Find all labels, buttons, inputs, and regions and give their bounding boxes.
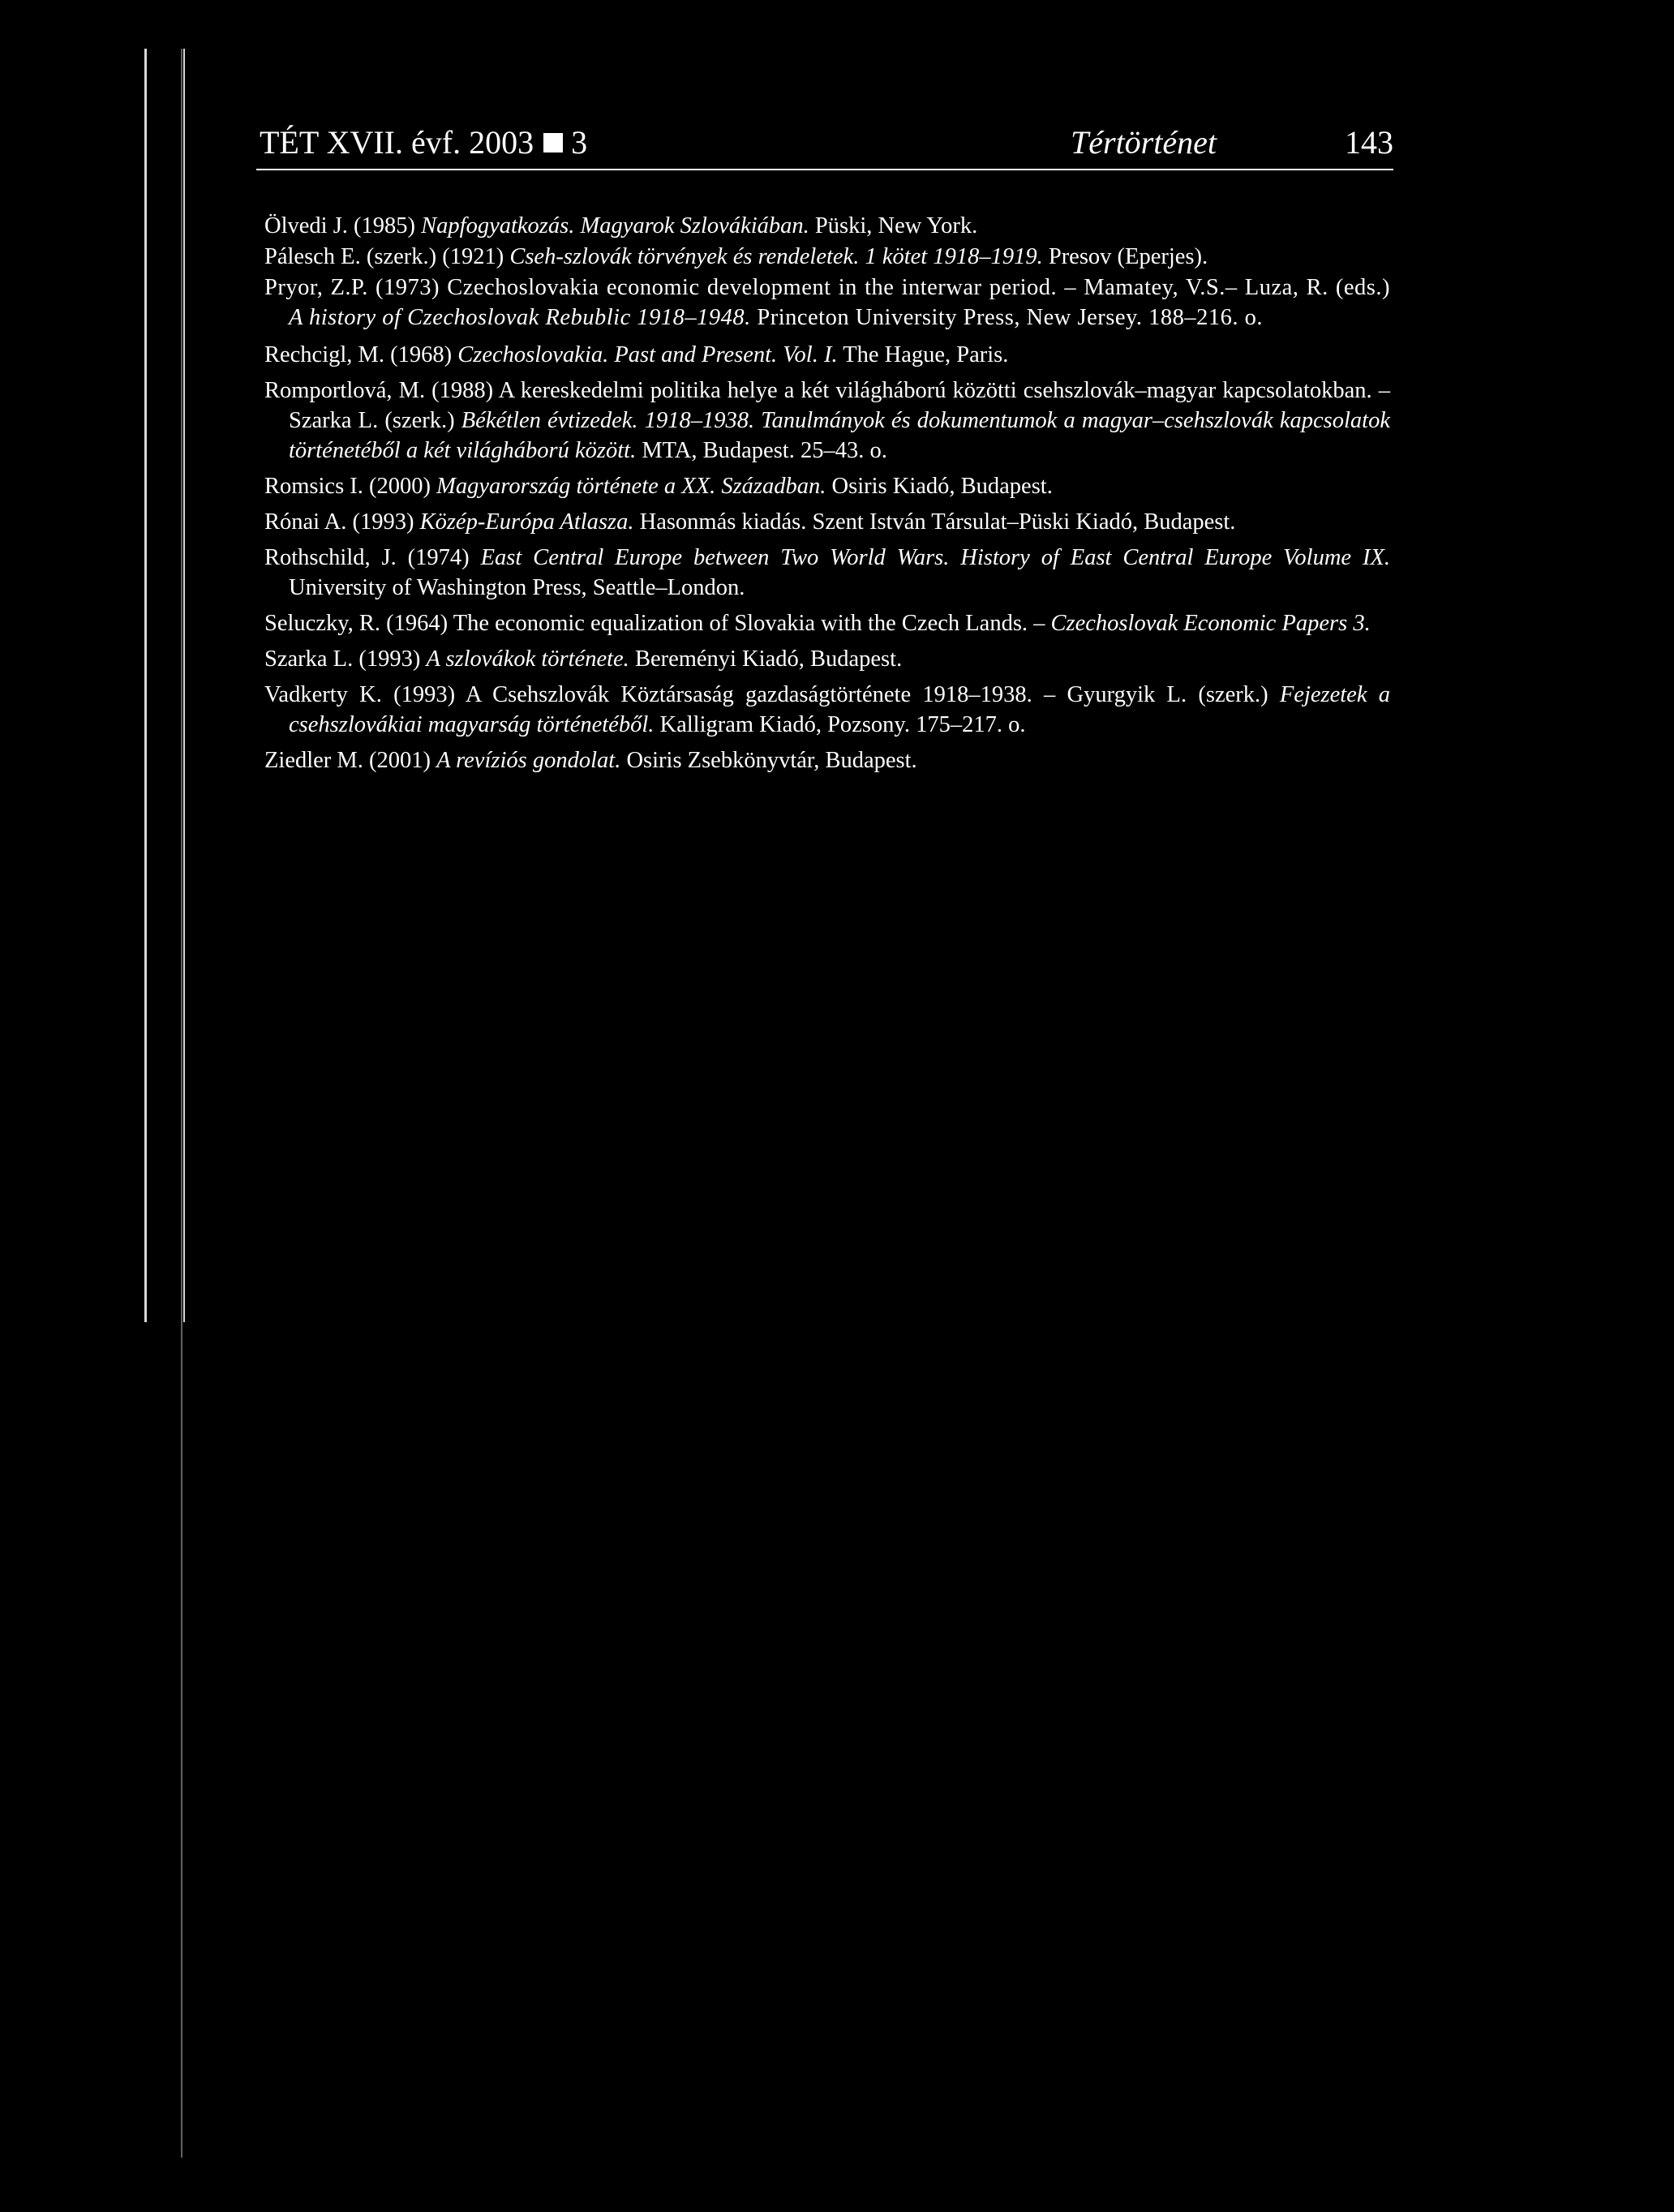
reference-entry: Pryor, Z.P. (1973) Czechoslovakia economic development in the interwar period. – Mamatey, V.S.– Luza, R. (eds.) A history of Czechoslovak Rebublic 1918–1948. Princeton University Press, New Jersey. 188–216. o.	[264, 275, 1390, 330]
reference-entry: Rónai A. (1993) Közép-Európa Atlasza. Hasonmás kiadás. Szent István Társulat–Püski Kiadó, Budapest.	[264, 509, 1236, 535]
reference-entry: Rothschild, J. (1974) East Central Europe between Two World Wars. History of East Central Europe Volume IX. University of Washington Press, Seattle–London.	[264, 545, 1390, 600]
reference-entry: Pálesch E. (szerk.) (1921) Cseh-szlovák törvények és rendeletek. 1 kötet 1918–1919. Presov (Eperjes).	[264, 244, 1208, 269]
header-rule	[256, 169, 1393, 170]
reference-list	[264, 211, 1390, 775]
journal-issue	[260, 118, 587, 167]
running-head	[260, 118, 1393, 167]
issue-number: 3	[571, 124, 588, 161]
section-title: Tértörténet	[1071, 124, 1217, 161]
journal-title: TÉT XVII. évf. 2003	[260, 124, 534, 161]
reference-entry: Seluczky, R. (1964) The economic equalization of Slovakia with the Czech Lands. – Czechoslovak Economic Papers 3.	[264, 611, 1371, 636]
reference-entry: Rechcigl, M. (1968) Czechoslovakia. Past and Present. Vol. I. The Hague, Paris.	[264, 342, 1009, 367]
reference-entry: Vadkerty K. (1993) A Csehszlovák Köztársaság gazdaságtörténete 1918–1938. – Gyurgyik L. (szerk.) Fejezetek a csehszlovákiai magyarság történetéből. Kalligram Kiadó, Pozsony. 175–217. o.	[264, 682, 1390, 737]
square-bullet-icon	[543, 133, 563, 152]
scan-edge-line	[144, 49, 147, 1322]
scan-edge-line	[183, 49, 185, 1322]
reference-entry: Ölvedi J. (1985) Napfogyatkozás. Magyarok Szlovákiában. Püski, New York.	[264, 213, 978, 238]
reference-entry: Romsics I. (2000) Magyarország története a XX. Században. Osiris Kiadó, Budapest.	[264, 474, 1053, 499]
page-number: 143	[1345, 124, 1393, 161]
reference-entry: Ziedler M. (2001) A revíziós gondolat. Osiris Zsebkönyvtár, Budapest.	[264, 748, 917, 773]
reference-entry: Szarka L. (1993) A szlovákok története. Bereményi Kiadó, Budapest.	[264, 646, 903, 672]
scan-edge-line	[181, 49, 182, 2158]
reference-entry: Romportlová, M. (1988) A kereskedelmi politika helye a két világháború közötti csehszlovák–magyar kapcsolatokban. – Szarka L. (szerk.) Békétlen évtizedek. 1918–1938. Tanulmányok és dokumentumok a magyar–csehszlovák kapcsolatok történetéből a két világháború között. MTA, Budapest. 25–43. o.	[264, 378, 1390, 463]
